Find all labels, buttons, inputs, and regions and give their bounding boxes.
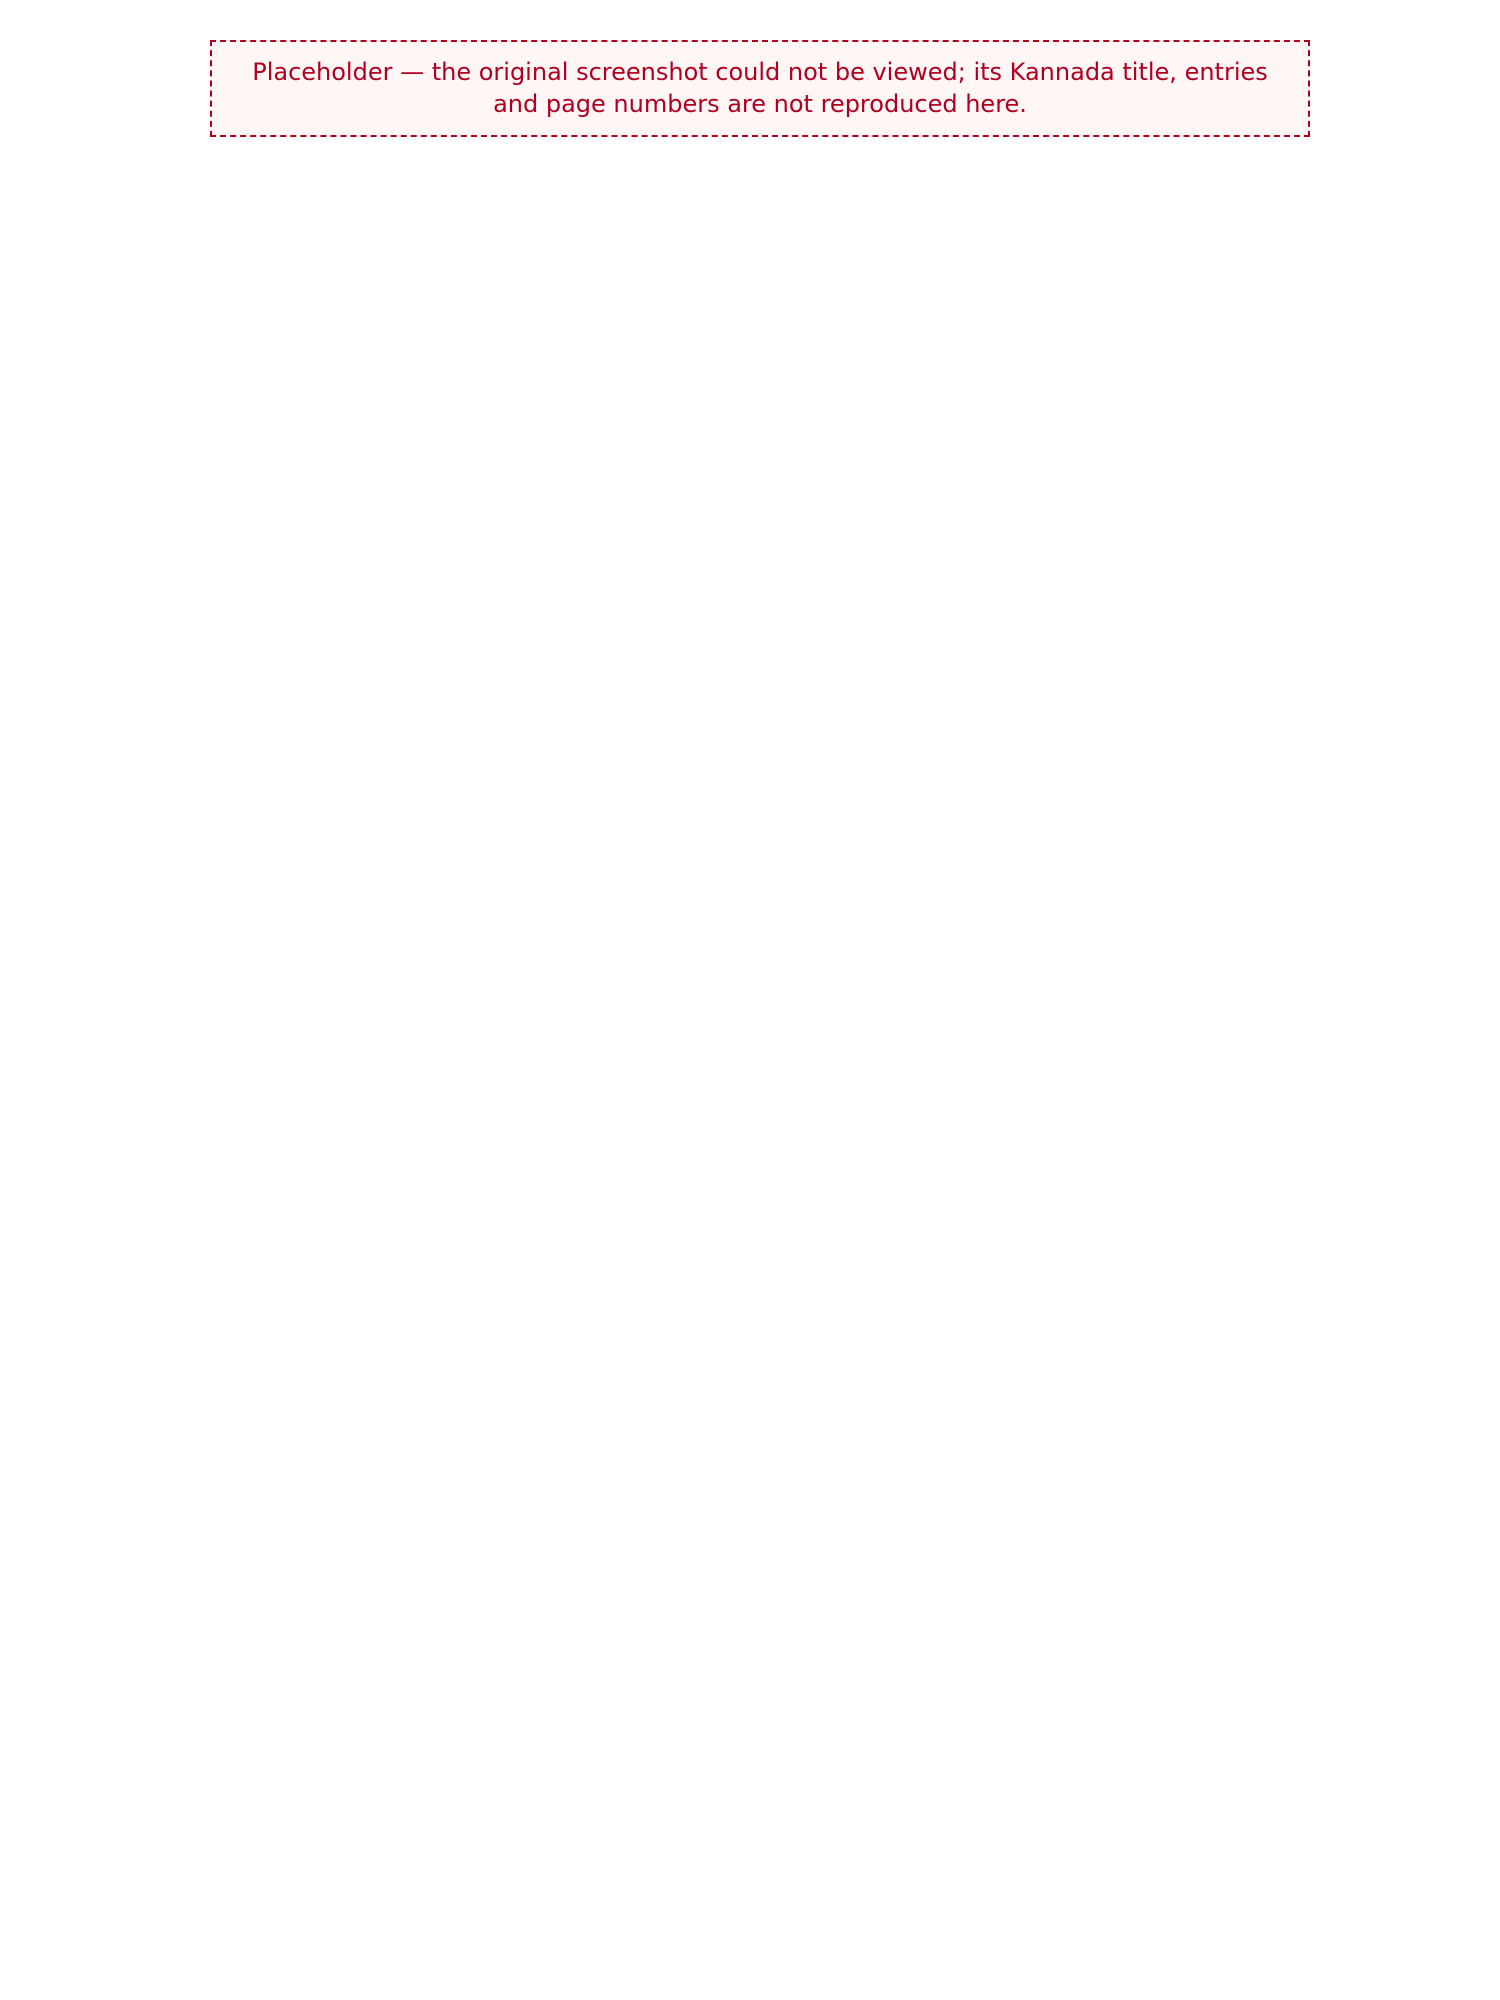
toc-row bbox=[210, 1344, 1310, 1476]
toc-row bbox=[210, 816, 1310, 948]
toc-row bbox=[210, 420, 1310, 552]
toc-row bbox=[210, 1476, 1310, 1608]
toc-row bbox=[210, 1080, 1310, 1212]
table-of-contents bbox=[210, 420, 1310, 1608]
placeholder-notice: Placeholder — the original screenshot could not be viewed; its Kannada title, entries and page numbers are not reproduced here. bbox=[210, 40, 1310, 137]
toc-row bbox=[210, 684, 1310, 816]
toc-row bbox=[210, 1212, 1310, 1344]
toc-row bbox=[210, 948, 1310, 1080]
toc-row bbox=[210, 552, 1310, 684]
